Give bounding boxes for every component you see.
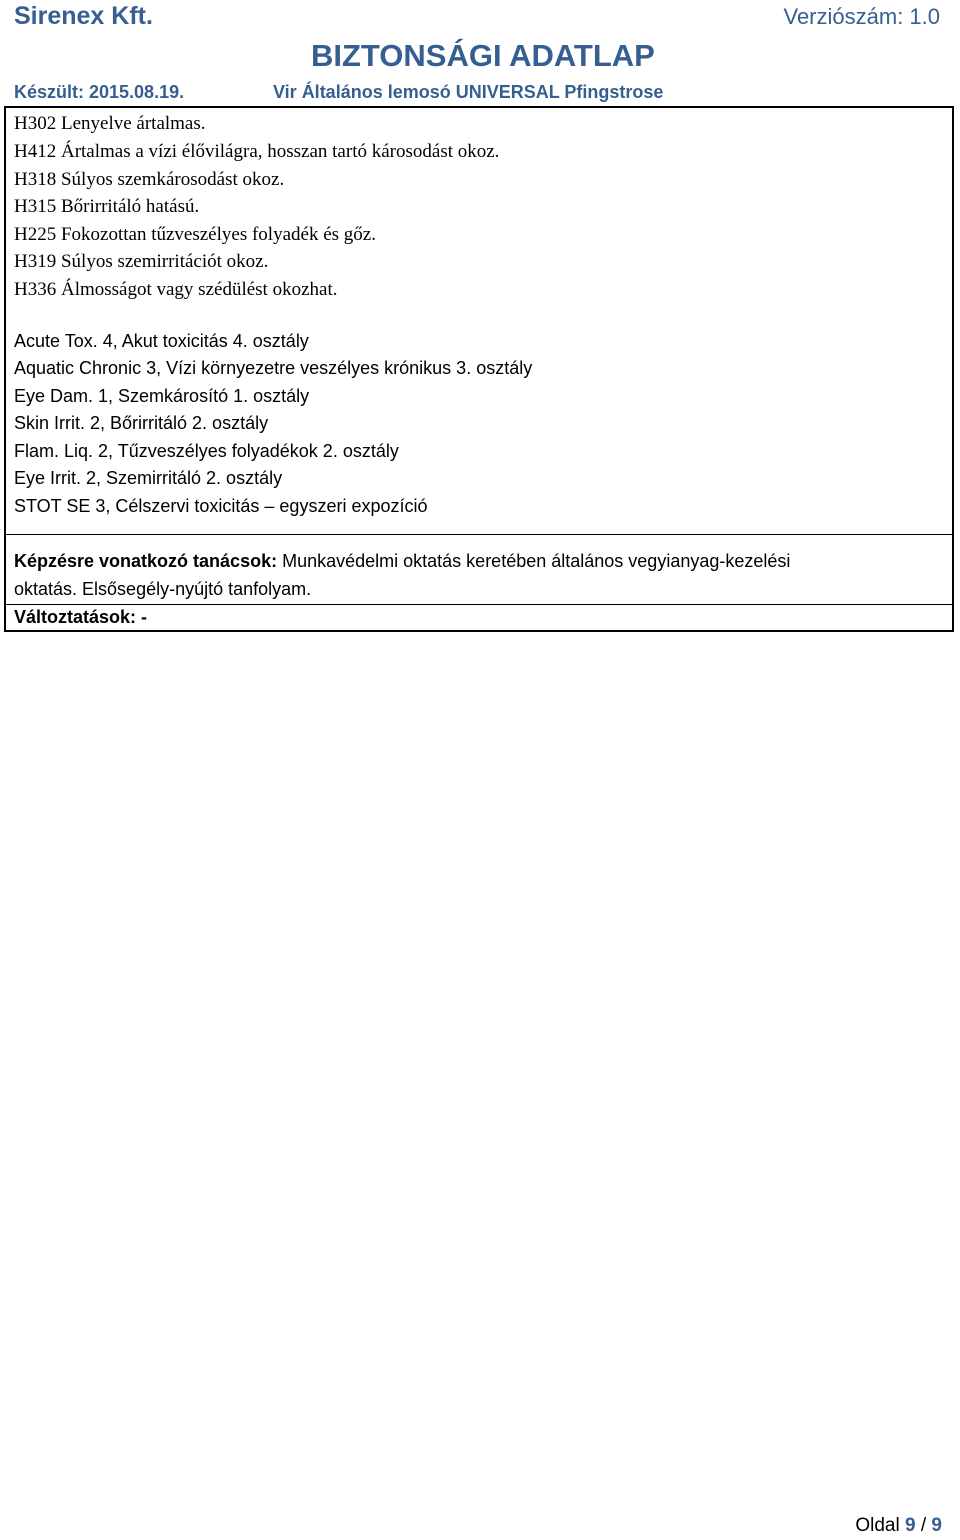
classification-item: Eye Dam. 1, Szemkárosító 1. osztály bbox=[14, 386, 310, 406]
h-statement: H318 Súlyos szemkárosodást okoz. bbox=[14, 169, 285, 190]
product-name: Vir Általános lemosó UNIVERSAL Pfingstrose bbox=[273, 82, 664, 102]
company-name: Sirenex Kft. bbox=[14, 2, 153, 30]
classification-item: Skin Irrit. 2, Bőrirritáló 2. osztály bbox=[14, 413, 269, 433]
h-statement: H412 Ártalmas a vízi élővilágra, hosszan tartó károsodást okoz. bbox=[14, 141, 500, 162]
classification-item: Aquatic Chronic 3, Vízi környezetre veszélyes krónikus 3. osztály bbox=[14, 358, 533, 378]
h-statement: H315 Bőrirritáló hatású. bbox=[14, 196, 200, 217]
section-divider bbox=[6, 604, 954, 605]
classification-item: Acute Tox. 4, Akut toxicitás 4. osztály bbox=[14, 331, 309, 351]
section-divider bbox=[6, 534, 954, 535]
page-separator: / bbox=[915, 1515, 932, 1536]
creation-date: Készült: 2015.08.19. bbox=[14, 82, 185, 102]
training-line-2: oktatás. Elsősegély-nyújtó tanfolyam. bbox=[14, 579, 312, 599]
classification-item: Flam. Liq. 2, Tűzveszélyes folyadékok 2. osztály bbox=[14, 441, 399, 461]
h-statement: H225 Fokozottan tűzveszélyes folyadék és gőz. bbox=[14, 224, 376, 245]
training-line-1 bbox=[14, 551, 790, 572]
training-text: Munkavédelmi oktatás keretében általános vegyianyag-kezelési bbox=[277, 551, 791, 571]
h-statement: H336 Álmosságot vagy szédülést okozhat. bbox=[14, 279, 338, 300]
document-title: BIZTONSÁGI ADATLAP bbox=[311, 38, 655, 73]
current-page: 9 bbox=[905, 1515, 916, 1536]
page-label: Oldal bbox=[855, 1515, 900, 1536]
training-label: Képzésre vonatkozó tanácsok: bbox=[14, 551, 278, 571]
version-number: Verziószám: 1.0 bbox=[783, 4, 940, 29]
changes-label: Változtatások: - bbox=[14, 607, 148, 627]
h-statement: H319 Súlyos szemirritációt okoz. bbox=[14, 251, 269, 272]
h-statement: H302 Lenyelve ártalmas. bbox=[14, 113, 206, 134]
total-pages: 9 bbox=[931, 1515, 942, 1536]
classification-item: Eye Irrit. 2, Szemirritáló 2. osztály bbox=[14, 468, 283, 488]
classification-item: STOT SE 3, Célszervi toxicitás – egyszeri expozíció bbox=[14, 496, 428, 516]
page-footer bbox=[855, 1515, 942, 1537]
